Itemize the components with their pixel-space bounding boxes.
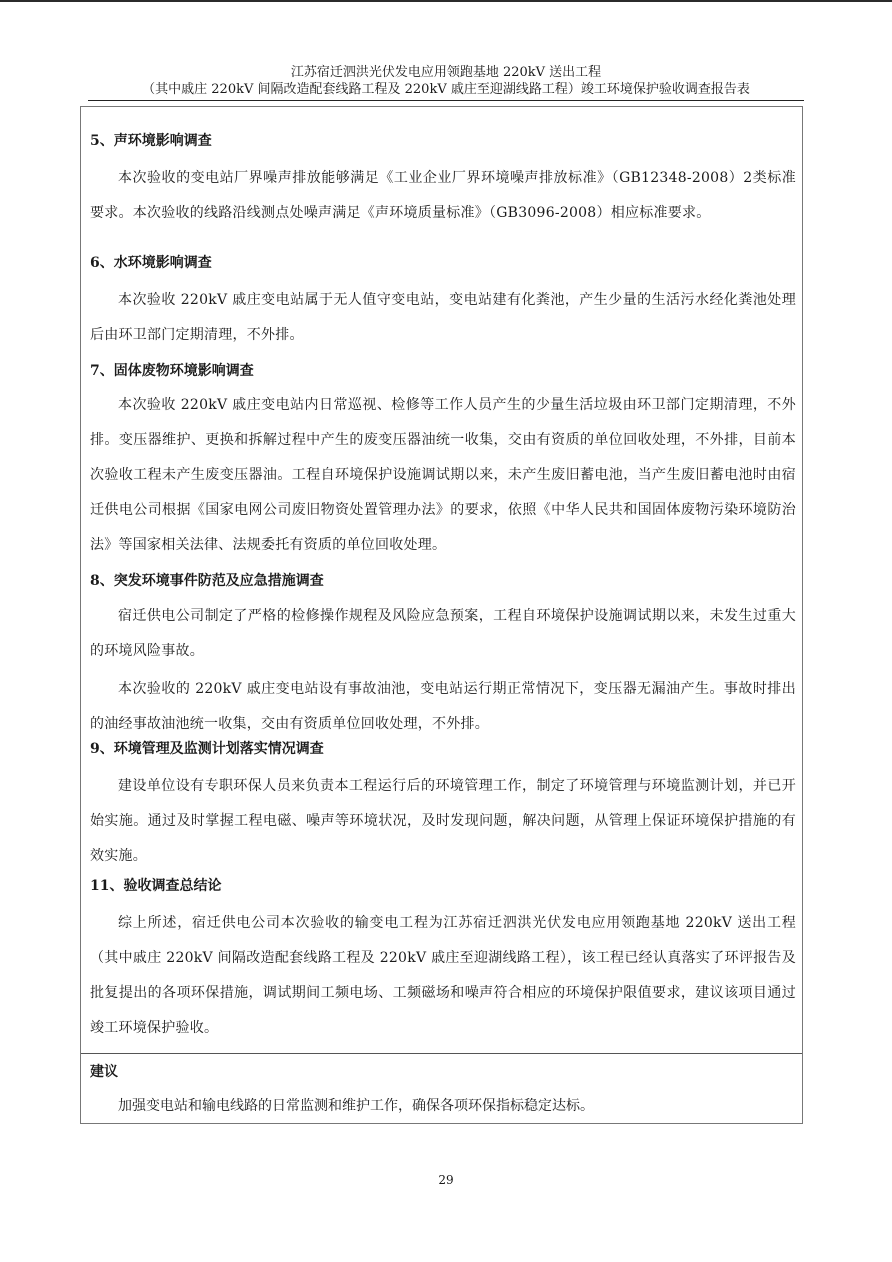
section-paragraph-solid-waste: 本次验收 220kV 戚庄变电站内日常巡视、检修等工作人员产生的少量生活垃圾由环卫部门定期清理，不外排。变压器维护、更换和拆解过程中产生的废变压器油统一收集，交由有资质的单位回收处理，不外排，目前本次验收工程未产生废变压器油。工程自环境保护设施调试期以来，未产生废旧蓄电池，当产生废旧蓄电池时由宿迁供电公司根据《国家电网公司废旧物资处置管理办法》的要求，依照《中华人民共和国固体废物污染环境防治法》等国家相关法律、法规委托有资质的单位回收处理。 [90,397,796,553]
section-title-noise: 5、声环境影响调查 [90,133,212,149]
section-title-solid-waste: 7、固体废物环境影响调查 [90,363,254,379]
page-header [88,64,804,98]
suggestion-cell [81,1054,802,1123]
header-rule [88,100,804,101]
section-paragraph-emergency-1: 宿迁供电公司制定了严格的检修操作规程及风险应急预案，工程自环境保护设施调试期以来，未发生过重大的环境风险事故。 [90,608,796,659]
section-paragraph-emergency-2: 本次验收的 220kV 戚庄变电站设有事故油池，变电站运行期正常情况下，变压器无漏油产生。事故时排出的油经事故油池统一收集，交由有资质单位回收处理，不外排。 [90,681,796,732]
section-paragraph-management: 建设单位设有专职环保人员来负责本工程运行后的环境管理工作，制定了环境管理与环境监测计划，并已开始实施。通过及时掌握工程电磁、噪声等环境状况，及时发现问题，解决问题，从管理上保证环境保护措施的有效实施。 [90,778,796,864]
section-paragraph-water: 本次验收 220kV 戚庄变电站属于无人值守变电站，变电站建有化粪池，产生少量的生活污水经化粪池处理后由环卫部门定期清理，不外排。 [90,292,796,343]
section-paragraph-conclusion: 综上所述，宿迁供电公司本次验收的输变电工程为江苏宿迁泗洪光伏发电应用领跑基地 220kV 送出工程（其中戚庄 220kV 间隔改造配套线路工程及 220kV 戚庄至迎湖线路工程），该工程已经认真落实了环评报告及批复提出的各项环保措施，调试期间工频电场、工频磁场和噪声符合相应的环境保护限值要求，建议该项目通过竣工环境保护验收。 [90,915,796,1036]
section-title-water: 6、水环境影响调查 [90,255,212,271]
section-title-emergency: 8、突发环境事件防范及应急措施调查 [90,573,324,589]
header-title-line2: （其中戚庄 220kV 间隔改造配套线路工程及 220kV 戚庄至迎湖线路工程）竣工环境保护验收调查报告表 [142,82,750,97]
suggestion-title: 建议 [90,1064,118,1080]
section-title-management: 9、环境管理及监测计划落实情况调查 [90,741,324,757]
top-border-line [0,0,892,2]
survey-content-cell [81,107,802,1054]
suggestion-text: 加强变电站和输电线路的日常监测和维护工作，确保各项环保指标稳定达标。 [118,1098,594,1114]
section-title-conclusion: 11、验收调查总结论 [90,878,222,894]
section-paragraph-noise: 本次验收的变电站厂界噪声排放能够满足《工业企业厂界环境噪声排放标准》（GB12348-2008）2类标准要求。本次验收的线路沿线测点处噪声满足《声环境质量标准》（GB3096-2008）相应标准要求。 [90,170,796,221]
report-table [80,106,803,1124]
page-number: 29 [438,1173,454,1187]
header-title-line1: 江苏宿迁泗洪光伏发电应用领跑基地 220kV 送出工程 [290,65,602,80]
